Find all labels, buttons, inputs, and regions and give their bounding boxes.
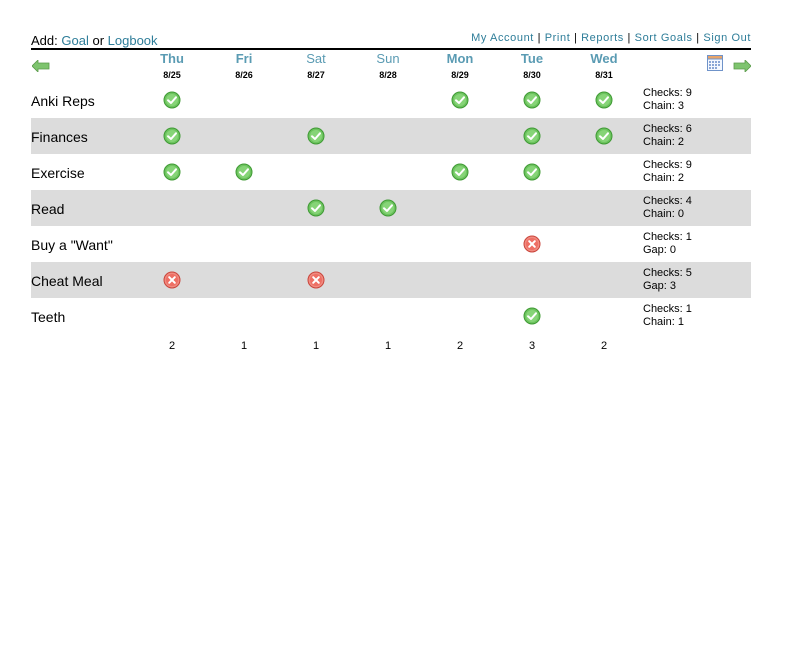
check-circle-icon[interactable] bbox=[496, 163, 568, 181]
empty-cell[interactable] bbox=[208, 307, 280, 325]
day-name: Tue bbox=[520, 51, 544, 66]
day-name: Sat bbox=[306, 51, 326, 66]
goal-row bbox=[31, 226, 751, 262]
day-date: 8/27 bbox=[307, 70, 325, 80]
check-circle-icon[interactable] bbox=[496, 91, 568, 109]
empty-cell[interactable] bbox=[280, 307, 352, 325]
day-date: 8/28 bbox=[379, 70, 397, 80]
empty-cell[interactable] bbox=[208, 127, 280, 145]
sort-goals-link[interactable]: Sort Goals bbox=[634, 32, 693, 44]
day-header-2 bbox=[280, 52, 352, 80]
calendar-icon[interactable] bbox=[707, 55, 723, 76]
goal-name[interactable]: Teeth bbox=[31, 309, 66, 325]
check-circle-icon[interactable] bbox=[136, 91, 208, 109]
goal-row bbox=[31, 262, 751, 298]
goal-row bbox=[31, 154, 751, 190]
day-header-6 bbox=[568, 52, 640, 80]
goal-name[interactable]: Buy a "Want" bbox=[31, 237, 113, 253]
empty-cell[interactable] bbox=[352, 91, 424, 109]
day-total: 1 bbox=[312, 340, 320, 352]
goal-name[interactable]: Anki Reps bbox=[31, 93, 95, 109]
empty-cell[interactable] bbox=[208, 271, 280, 289]
day-header-3 bbox=[352, 52, 424, 80]
day-name: Sun bbox=[376, 51, 400, 66]
arrow-right-icon[interactable] bbox=[733, 59, 751, 77]
empty-cell[interactable] bbox=[568, 199, 640, 217]
check-circle-icon[interactable] bbox=[136, 127, 208, 145]
goal-checks: Checks: 1 bbox=[643, 303, 692, 315]
goal-chain: Chain: 3 bbox=[643, 100, 684, 112]
x-circle-icon[interactable] bbox=[136, 271, 208, 289]
empty-cell[interactable] bbox=[568, 307, 640, 325]
goal-chain: Chain: 2 bbox=[643, 172, 684, 184]
x-circle-icon[interactable] bbox=[280, 271, 352, 289]
goal-name[interactable]: Exercise bbox=[31, 165, 85, 181]
check-circle-icon[interactable] bbox=[280, 199, 352, 217]
goal-stats bbox=[643, 267, 692, 293]
empty-cell[interactable] bbox=[568, 235, 640, 253]
goal-stats bbox=[643, 195, 692, 221]
empty-cell[interactable] bbox=[280, 235, 352, 253]
check-circle-icon[interactable] bbox=[424, 91, 496, 109]
goal-stats bbox=[643, 303, 692, 329]
empty-cell[interactable] bbox=[208, 91, 280, 109]
day-total: 1 bbox=[384, 340, 392, 352]
account-nav: My Account | Print | Reports | Sort Goals | Sign Out bbox=[471, 32, 751, 44]
or-label: or bbox=[92, 33, 105, 48]
empty-cell[interactable] bbox=[280, 163, 352, 181]
day-total: 2 bbox=[168, 340, 176, 352]
check-circle-icon[interactable] bbox=[496, 307, 568, 325]
day-date: 8/25 bbox=[163, 70, 181, 80]
goal-row bbox=[31, 118, 751, 154]
empty-cell[interactable] bbox=[568, 271, 640, 289]
goal-tracker bbox=[31, 32, 751, 354]
add-logbook-link[interactable]: Logbook bbox=[107, 33, 158, 48]
reports-link[interactable]: Reports bbox=[581, 32, 624, 44]
print-link[interactable]: Print bbox=[544, 32, 571, 44]
goal-row bbox=[31, 298, 751, 334]
empty-cell[interactable] bbox=[568, 163, 640, 181]
day-name: Mon bbox=[446, 51, 474, 66]
empty-cell[interactable] bbox=[496, 199, 568, 217]
add-section bbox=[31, 33, 158, 48]
goal-checks: Checks: 1 bbox=[643, 231, 692, 243]
day-name: Wed bbox=[590, 51, 618, 66]
goal-chain: Gap: 3 bbox=[643, 280, 677, 292]
day-total: 1 bbox=[240, 340, 248, 352]
day-header-1 bbox=[208, 52, 280, 80]
sign-out-link[interactable]: Sign Out bbox=[703, 32, 751, 44]
goal-row bbox=[31, 82, 751, 118]
goal-name[interactable]: Cheat Meal bbox=[31, 273, 103, 289]
day-date: 8/30 bbox=[523, 70, 541, 80]
goal-rows bbox=[31, 82, 751, 334]
day-total: 2 bbox=[456, 340, 464, 352]
day-name: Fri bbox=[235, 51, 253, 66]
day-total: 3 bbox=[528, 340, 536, 352]
empty-cell[interactable] bbox=[136, 235, 208, 253]
empty-cell[interactable] bbox=[136, 307, 208, 325]
empty-cell[interactable] bbox=[424, 199, 496, 217]
day-date: 8/26 bbox=[235, 70, 253, 80]
empty-cell[interactable] bbox=[352, 307, 424, 325]
day-name: Thu bbox=[160, 51, 184, 66]
goal-row bbox=[31, 190, 751, 226]
goal-chain: Chain: 0 bbox=[643, 208, 684, 220]
check-circle-icon[interactable] bbox=[424, 163, 496, 181]
check-circle-icon[interactable] bbox=[136, 163, 208, 181]
goal-checks: Checks: 9 bbox=[643, 159, 692, 171]
empty-cell[interactable] bbox=[496, 271, 568, 289]
top-bar bbox=[31, 32, 751, 50]
add-goal-link[interactable]: Goal bbox=[61, 33, 89, 48]
goal-stats bbox=[643, 231, 692, 257]
arrow-left-icon[interactable] bbox=[32, 59, 50, 77]
my-account-link[interactable]: My Account bbox=[471, 32, 534, 44]
add-label: Add: bbox=[31, 33, 58, 48]
empty-cell[interactable] bbox=[424, 235, 496, 253]
goal-stats bbox=[643, 159, 692, 185]
empty-cell[interactable] bbox=[208, 235, 280, 253]
goal-name[interactable]: Read bbox=[31, 201, 65, 217]
day-date: 8/31 bbox=[595, 70, 613, 80]
empty-cell[interactable] bbox=[352, 163, 424, 181]
empty-cell[interactable] bbox=[352, 271, 424, 289]
day-date: 8/29 bbox=[451, 70, 469, 80]
empty-cell[interactable] bbox=[136, 199, 208, 217]
empty-cell[interactable] bbox=[424, 307, 496, 325]
goal-checks: Checks: 9 bbox=[643, 87, 692, 99]
goal-checks: Checks: 6 bbox=[643, 123, 692, 135]
goal-stats bbox=[643, 87, 692, 113]
goal-checks: Checks: 5 bbox=[643, 267, 692, 279]
goal-chain: Chain: 2 bbox=[643, 136, 684, 148]
check-circle-icon[interactable] bbox=[352, 199, 424, 217]
check-circle-icon[interactable] bbox=[280, 127, 352, 145]
empty-cell[interactable] bbox=[208, 199, 280, 217]
day-total: 2 bbox=[600, 340, 608, 352]
day-header-5 bbox=[496, 52, 568, 80]
x-circle-icon[interactable] bbox=[496, 235, 568, 253]
goal-chain: Chain: 1 bbox=[643, 316, 684, 328]
check-circle-icon[interactable] bbox=[568, 91, 640, 109]
empty-cell[interactable] bbox=[424, 127, 496, 145]
empty-cell[interactable] bbox=[352, 235, 424, 253]
day-header-4 bbox=[424, 52, 496, 80]
check-circle-icon[interactable] bbox=[208, 163, 280, 181]
goal-name[interactable]: Finances bbox=[31, 129, 88, 145]
empty-cell[interactable] bbox=[424, 271, 496, 289]
day-header bbox=[31, 50, 751, 82]
check-circle-icon[interactable] bbox=[568, 127, 640, 145]
goal-chain: Gap: 0 bbox=[643, 244, 677, 256]
check-circle-icon[interactable] bbox=[496, 127, 568, 145]
empty-cell[interactable] bbox=[352, 127, 424, 145]
empty-cell[interactable] bbox=[280, 91, 352, 109]
goal-checks: Checks: 4 bbox=[643, 195, 692, 207]
day-header-0 bbox=[136, 52, 208, 80]
daily-totals bbox=[31, 334, 751, 354]
goal-stats bbox=[643, 123, 692, 149]
